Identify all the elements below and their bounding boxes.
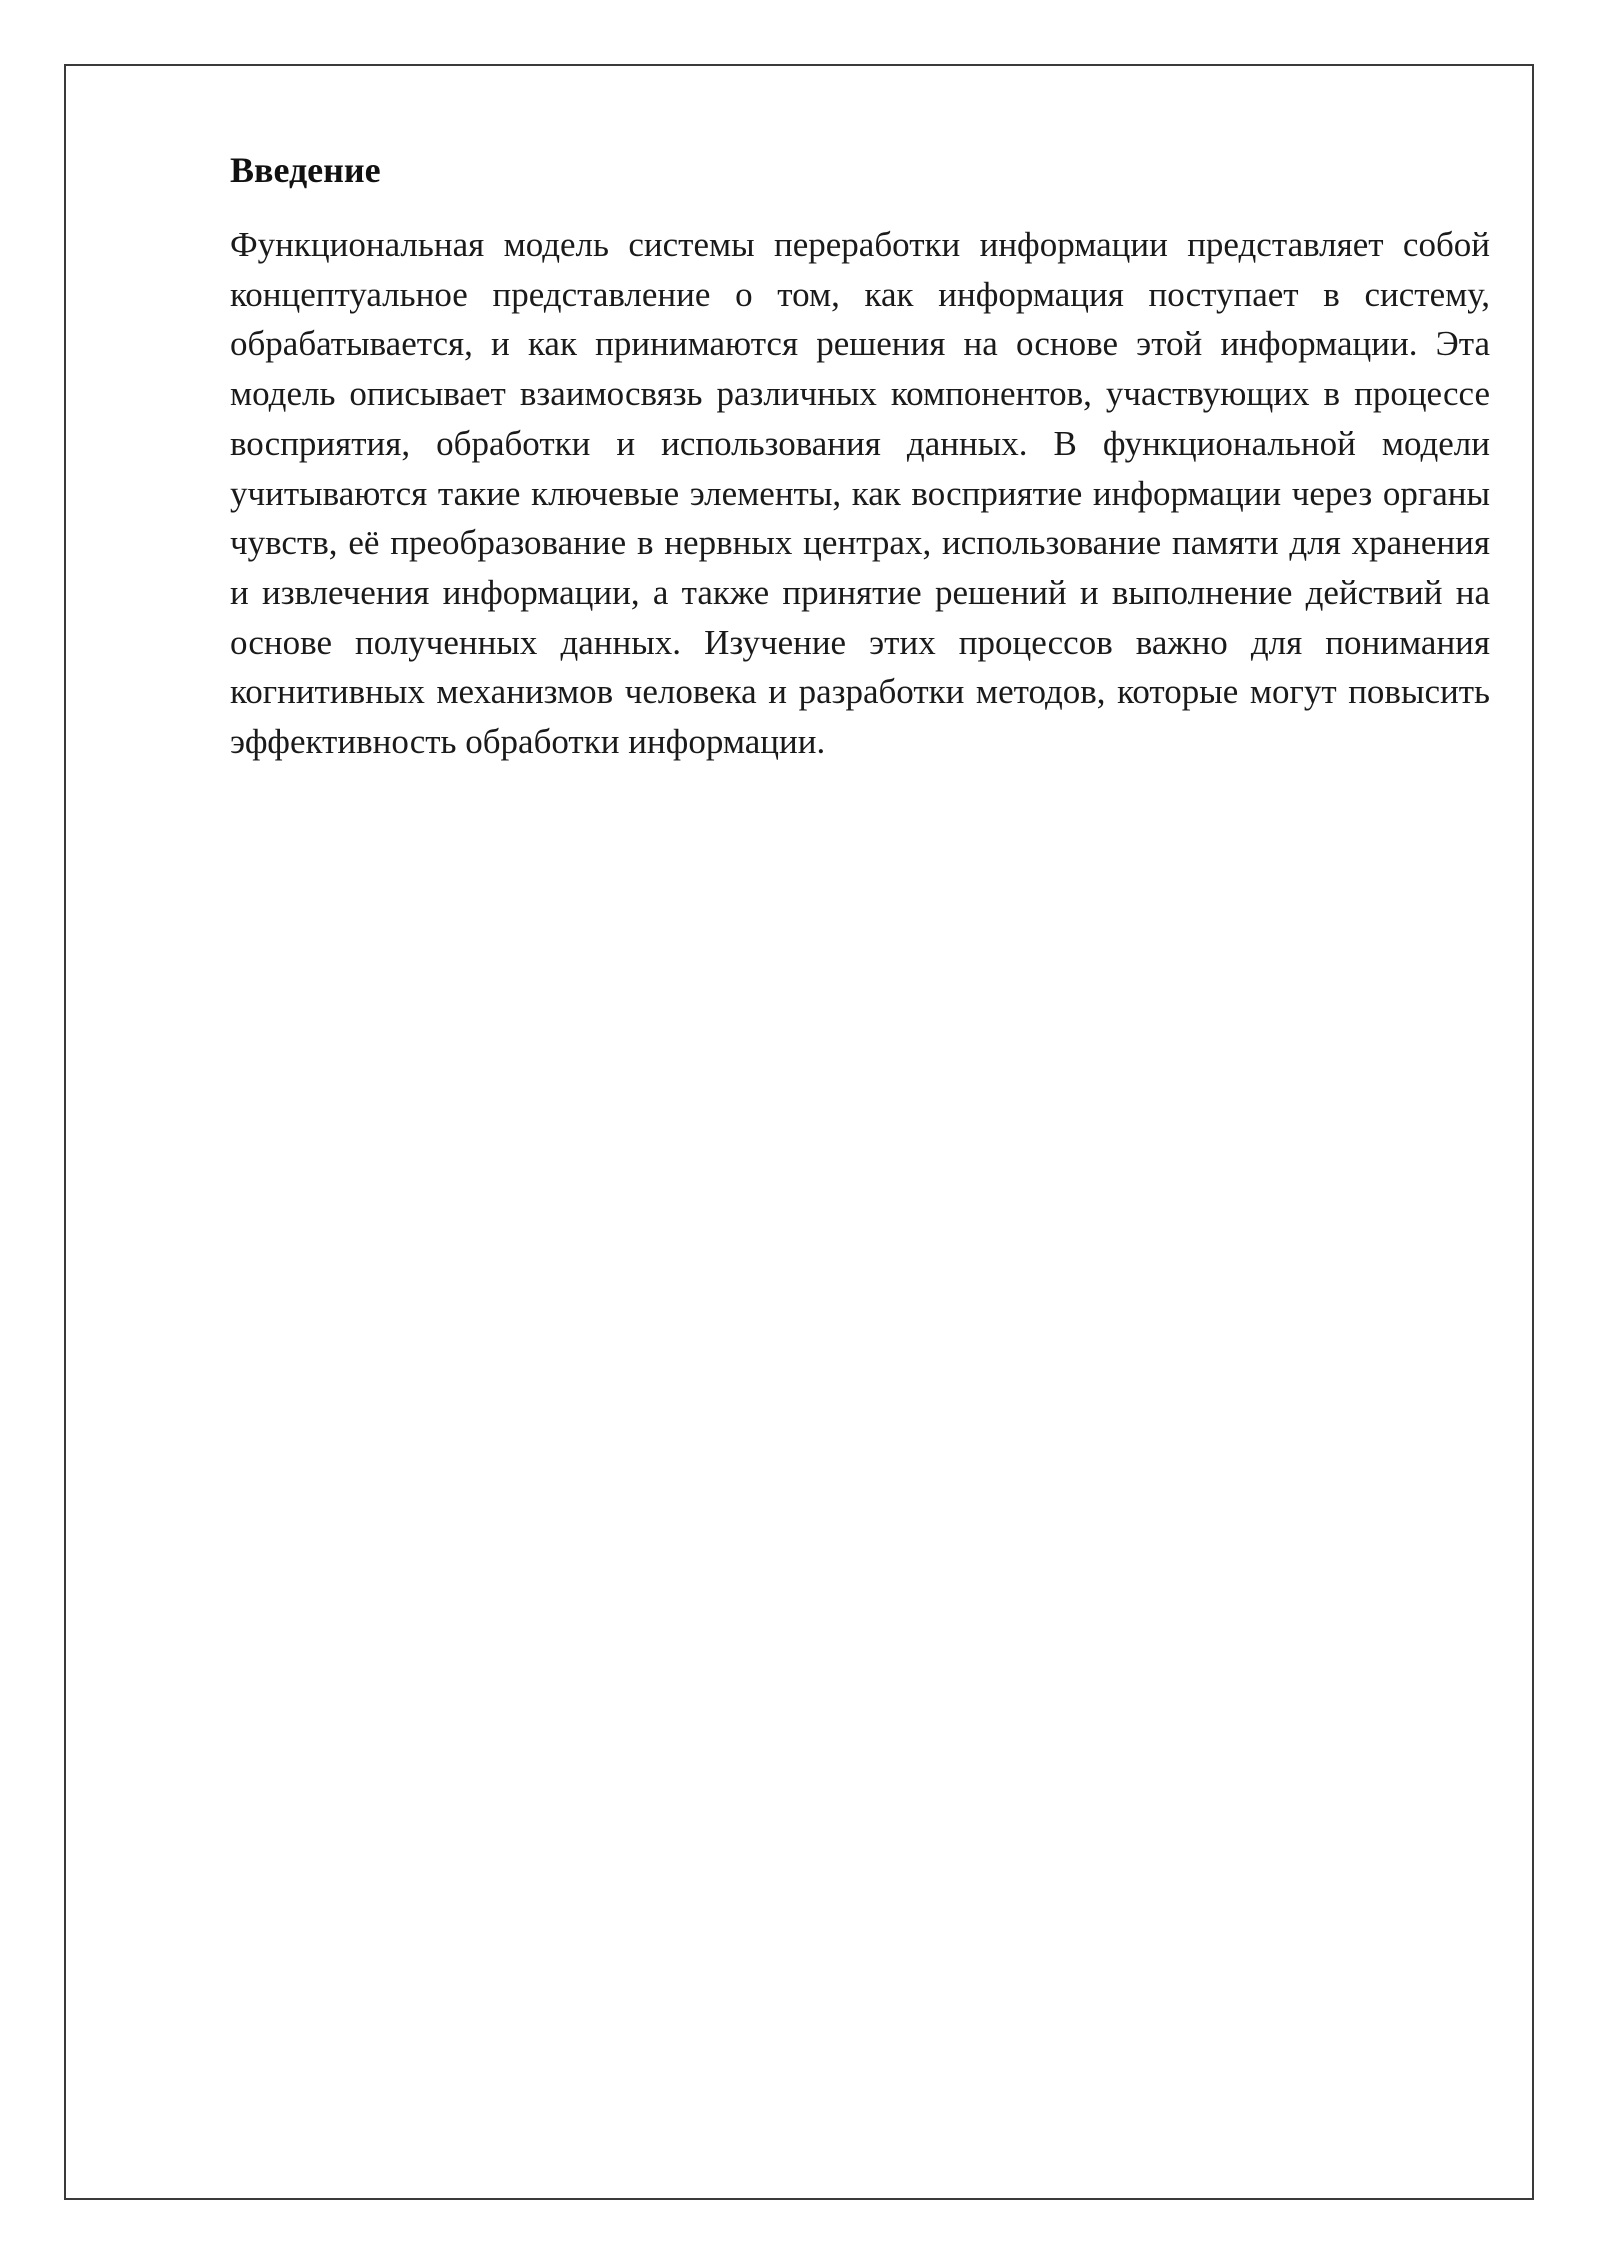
section-heading: Введение [230, 150, 381, 190]
body-paragraph: Функциональная модель системы переработки информации представляет собой концептуальное представление о том, как информация поступает в систему, обрабатывается, и как принимаются решения на основе этой информации. Эта модель описывает взаимосвязь различных компонентов, участвующих в процессе восприятия, обработки и использования данных. В функциональной модели учитываются такие ключевые элементы, как восприятие информации через органы чувств, её преобразование в нервных центрах, использование памяти для хранения и извлечения информации, а также принятие решений и выполнение действий на основе полученных данных. Изучение этих процессов важно для понимания когнитивных механизмов человека и разработки методов, которые могут повысить эффективность обработки информации. [230, 225, 1490, 762]
page-content [230, 148, 1490, 767]
document-page [64, 64, 1534, 2200]
